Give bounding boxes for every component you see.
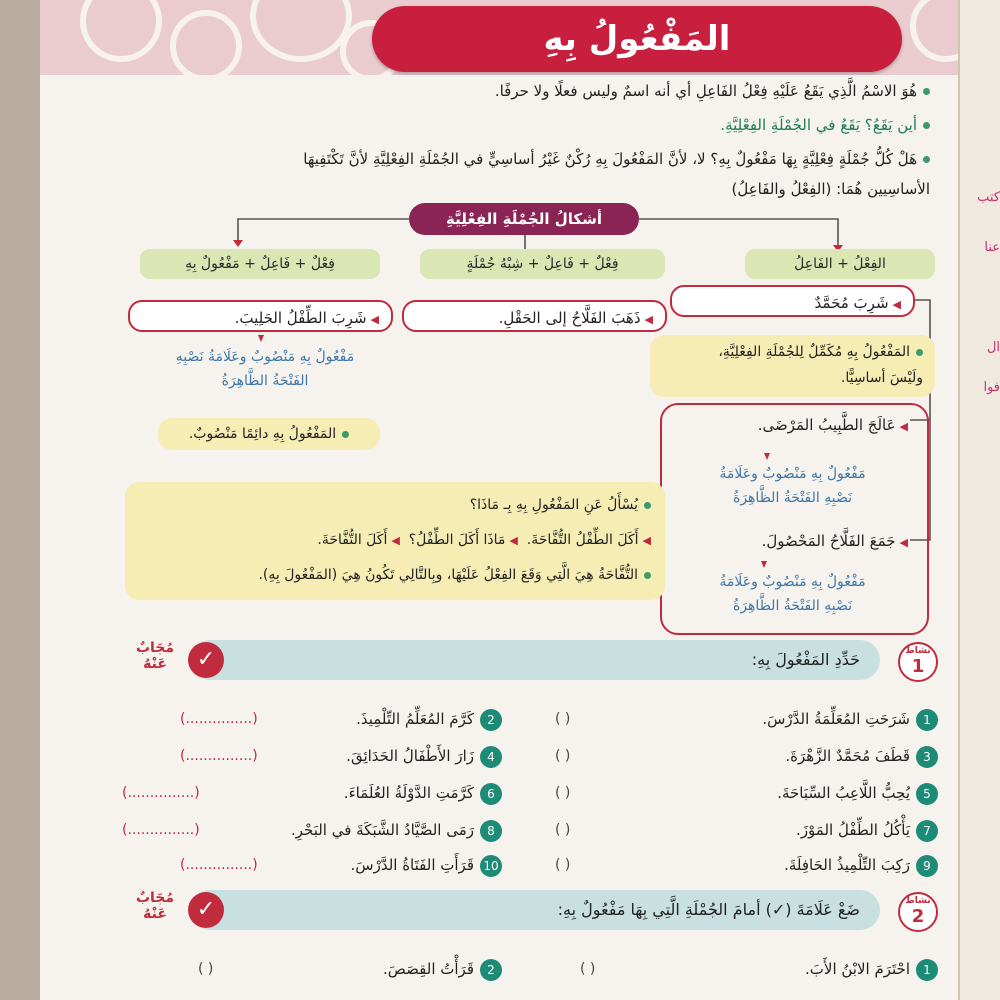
bullet-icon <box>644 572 651 579</box>
example-verb-subject-phrase: ◀ذَهَبَ الفَلَّاحُ إلى الحَقْلِ. <box>402 300 667 332</box>
form-verb-subject-phrase: فِعْلٌ + فَاعِلٌ + شِبْهُ جُمْلَةٍ <box>420 249 665 279</box>
act1-answer-1[interactable]: ( ) <box>555 711 571 727</box>
act1-answer-4[interactable]: (...............) <box>180 748 258 764</box>
act2-answer-1[interactable]: ( ) <box>580 961 596 977</box>
pointer-icon: ◀ <box>391 534 400 547</box>
always-accusative-note: المَفْعُولُ بِهِ دائِمًا مَنْصُوبٌ. <box>158 418 380 450</box>
intro-line-2: أين يَقَعُ؟ يَقَعُ في الجُمْلَةِ الفِعْلِيَّةِ. <box>720 116 930 134</box>
object-case-note: مَفْعُولٌ بِهِ مَنْصُوبٌ وعَلَامَةُ نَصْبِهِ الفَتْحَةُ الظَّاهِرَةُ <box>175 349 355 389</box>
activity-2-bar <box>190 890 880 930</box>
activity-1-instruction: حَدِّدِ المَفْعُولَ بِهِ: <box>751 650 860 669</box>
intro-line-1: هُوَ الاسْمُ الَّذِي يَقَعُ عَلَيْهِ فِعْلُ الفَاعِلِ أي أنه اسمٌ وليس فعلًا ولا حرفًا. <box>495 82 930 100</box>
pointer-icon: ◀ <box>899 420 908 433</box>
bullet-icon <box>916 349 923 356</box>
act1-answer-5[interactable]: ( ) <box>555 785 571 801</box>
bullet-icon <box>644 502 651 509</box>
pointer-icon: ◀ <box>899 536 908 549</box>
box-example-1: ◀عَالَجَ الطَّبِيبُ المَرْضَى. <box>757 416 908 434</box>
act1-item-9: 9رَكِبَ التِّلْمِيذُ الحَافِلَةَ. <box>784 852 938 878</box>
activity-2-answered-label: مُجَابٌ عَنْهُ <box>135 890 175 922</box>
act1-answer-10[interactable]: (...............) <box>180 857 258 873</box>
activity-2-instruction: ضَعْ عَلَامَةَ (✓) أمامَ الجُمْلَةِ الَّتِي بِهَا مَفْعُولٌ بِهِ: <box>557 900 860 919</box>
example-verb-subject-object: ◀شَرِبَ الطِّفْلُ الحَلِيبَ. <box>128 300 393 332</box>
answered-check-icon[interactable]: ✓ <box>188 892 224 928</box>
act1-item-1: 1شَرَحَتِ المُعَلِّمَةُ الدَّرْسَ. <box>762 706 938 732</box>
act1-item-3: 3قَطَفَ مُحَمَّدٌ الزَّهْرَةَ. <box>785 743 938 769</box>
act1-item-10: 10قَرَأَتِ الفَتَاةُ الدَّرْسَ. <box>351 852 503 878</box>
pointer-icon: ◀ <box>892 298 901 311</box>
act2-item-2: 2قَرَأْتُ القِصَصَ. <box>383 956 502 982</box>
lesson-title: المَفْعُولُ بِهِ <box>543 19 731 59</box>
act1-answer-7[interactable]: ( ) <box>555 822 571 838</box>
act1-item-6: 6كَرَّمَتِ الدَّوْلَةُ العُلَمَاءَ. <box>344 780 502 806</box>
box-example-2: ◀جَمَعَ الفَلَّاحُ المَحْصُولَ. <box>761 532 908 550</box>
activity-1-badge: نشاط 1 <box>898 642 938 682</box>
answered-check-icon[interactable]: ✓ <box>188 642 224 678</box>
form-verb-subject-object: فِعْلٌ + فَاعِلٌ + مَفْعُولٌ بِهِ <box>140 249 380 279</box>
act1-item-8: 8رَمَى الصَّيَّادُ الشَّبَكَةَ في البَحْرِ. <box>291 817 502 843</box>
adjacent-page-edge: كتب عنا ال فوا <box>958 0 1000 1000</box>
act1-answer-8[interactable]: (...............) <box>122 822 200 838</box>
pointer-icon: ◀ <box>644 313 653 326</box>
act1-answer-3[interactable]: ( ) <box>555 748 571 764</box>
bullet-icon <box>342 431 349 438</box>
act1-item-5: 5يُحِبُّ اللَّاعِبُ السِّبَاحَةَ. <box>777 780 938 806</box>
activity-1-answered-label: مُجَابٌ عَنْهُ <box>135 640 175 672</box>
activity-2-badge: نشاط 2 <box>898 892 938 932</box>
forms-header: أشكالُ الجُمْلَةِ الفِعْلِيَّةِ <box>409 203 639 235</box>
box-example-2-note: مَفْعُولٌ بِهِ مَنْصُوبٌ وعَلَامَةُ نَصْبِهِ الفَتْحَةُ الظَّاهِرَةُ <box>719 574 866 614</box>
act1-item-7: 7يَأْكُلُ الطِّفْلُ المَوْزَ. <box>796 817 938 843</box>
pointer-icon: ◀ <box>370 313 379 326</box>
act1-answer-9[interactable]: ( ) <box>555 857 571 873</box>
complement-note: المَفْعُولُ بِهِ مُكَمِّلٌ لِلجُمْلَةِ الفِعْلِيَّةِ، ولَيْسَ أساسِيًّا. <box>650 335 935 397</box>
act2-answer-2[interactable]: ( ) <box>198 961 214 977</box>
intro-line-4: الأساسِيين هُمَا: (الفِعْلُ والفَاعِلُ) <box>731 180 930 198</box>
question-box: يُسْأَلُ عَنِ المَفْعُولِ بِهِ بِـ مَاذَا؟ ◀أَكَلَ الطِّفْلُ التُّفَّاحَةَ. ◀مَاذَا أَكَلَ الطِّفْلُ؟ ◀أَكَلَ التُّفَّاحَةَ. التُّفَّاحَةُ هِيَ الَّتِي وَقَعَ الفِعْلُ عَلَيْهَا، وبِالتَّالِي تَكُونُ هِيَ (المَفْعُولَ بِهِ). <box>125 482 665 600</box>
example-verb-subject: ◀شَرِبَ مُحَمَّدٌ <box>670 285 915 317</box>
pointer-icon: ◀ <box>642 534 651 547</box>
act1-answer-2[interactable]: (...............) <box>180 711 258 727</box>
pointer-icon: ◀ <box>509 534 518 547</box>
act1-item-4: 4زَارَ الأَطْفَالُ الحَدَائِقَ. <box>346 743 502 769</box>
act1-item-2: 2كَرَّمَ المُعَلِّمُ التِّلْمِيذَ. <box>356 706 502 732</box>
act1-answer-6[interactable]: (...............) <box>122 785 200 801</box>
act2-item-1: 1احْتَرَمَ الابْنُ الأَبَ. <box>805 956 938 982</box>
intro-line-3: هَلْ كُلُّ جُمْلَةٍ فِعْلِيَّةٍ بِهَا مَفْعُولٌ بِهِ؟ لا، لأنَّ المَفْعُولَ بِهِ رُكْنٌ غَيْرُ أساسِيٍّ في الجُمْلَةِ الفِعْلِيَّةِ لأنَّ تَكْتَفِيهَا <box>303 150 930 168</box>
activity-1-bar <box>190 640 880 680</box>
box-example-1-note: مَفْعُولٌ بِهِ مَنْصُوبٌ وعَلَامَةُ نَصْبِهِ الفَتْحَةُ الظَّاهِرَةُ <box>719 466 866 506</box>
form-verb-subject: الفِعْلُ + الفَاعِلُ <box>745 249 935 279</box>
